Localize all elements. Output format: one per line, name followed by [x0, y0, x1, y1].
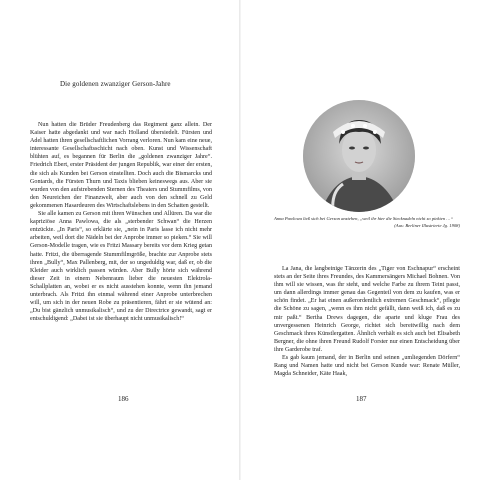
right-page	[240, 0, 480, 480]
page-number-right: 187	[356, 395, 367, 403]
left-text-column	[30, 121, 212, 323]
paragraph: Sie alle kamen zu Gerson mit ihren Wünschen und Allüren. Da war die kapriziöse Anna Pawlowa, die als „sterbender Schwan“ die Herzen entzückte. „In Paris“, so erklärte sie, „nein in Paris lasse ich nicht mehr arbeiten, weil dort die Nädeln bei der Anprobe immer so pieken.“ Sie will Gerson-Modelle tragen, wie es Fritzi Massary bereits vor dem Krieg getan hatte. Fritzi, die überragende Stummfilmgröße, brachte zur Anprobe stets ihren „Bully“, Max Pallenberg, mit, der so ungeduldig war, daß er, ob die Kleider auch wirklich passen würden. Aber Bully hörte sich während dieser Zeit in einem Nebenraum lieber die neuesten Elektrola-Schallplatten an, wobei er es nicht ausstehen konnte, wenn ihn jemand unterbrach. Als Fritzi ihn einmal während einer Anprobe unterbrechen will, um sich in der neuen Robe zu präsentieren, fährt er sie wütend an: „Du bist gänzlich unmusikalisch“, und zu der Directrice gewandt, sagt er entschuldigend: „Dabei ist sie überhaupt nicht unmusikalisch!“	[30, 211, 212, 323]
right-text-column	[274, 265, 460, 378]
running-head: Die goldenen zwanziger Gerson-Jahre	[60, 80, 171, 88]
paragraph: Es gab kaum jemand, der in Berlin und seinen „umliegenden Dörfern“ Rang und Namen hatte und nicht bei Gerson Kunde war: Renate Müller, Magda Schneider, Käte Haak,	[274, 355, 460, 378]
portrait-photo	[303, 100, 415, 212]
caption-credit: (Aus: Berliner Illustrierte Jg. 1908)	[394, 223, 460, 228]
paragraph: La Jana, die langbeinige Tänzerin des „Tiger von Eschnapur“ erscheint stets an der Seite ihres Freundes, des Kammersängers Michael Bohnen. Von ihm will sie wissen, was ihr steht, und welche Farbe zu ihrem Teint passt, um dann allerdings immer genau das Gegenteil von dem zu kaufen, was er schön findet. „Er hat einen außerordentlich extremen Geschmack“, pflegte die Schöne zu sagen, „wenn es ihm nicht gefällt, dann weiß ich, daß es zu mir paßt.“ Bertha Drews dagegen, die aparte und kluge Frau des unvergessenen Heinrich George, richtet sich bereitwillig nach dem Geschmack ihres Künstlergatten. Ähnlich verhält es sich auch bei Elisabeth Bergner, die ohne ihren Freund Rudolf Forster nur einen Entscheidung über ihre Garderobe traf.	[274, 266, 460, 353]
page-number-left: 186	[118, 395, 129, 403]
caption-text: Anna Pawlowa ließ sich bei Gerson anziehen, „weil ihr hier die Stecknadeln nicht so piekten …“	[274, 216, 453, 221]
photo-caption	[274, 216, 460, 229]
paragraph: Nun hatten die Brüder Freudenberg das Regiment ganz allein. Der Kaiser hatte abgedankt und war nach Holland übersiedelt. Fürsten und Adel hatten ihren gesellschaftlichen Vorrang verloren. Nun kam eine neue, interessante Gesellschaftsschicht nach oben. Kunst und Wissenschaft blühten auf, es begannen für Berlin die „goldenen zwanziger Jahre“. Friedrich Ebert, erster Präsident der jungen Republik, war einer der ersten, die sich als Kunden bei Gerson einstellten. Doch auch die Bismarcks und Gontards, die Fürsten Thurn und Taxis blieben keineswegs aus. Aber sie wurden von den aufstrebenden Sternen des Theaters und Stummfilms, von den Neureichen der Finanzwelt, aber auch von den schnell zu Geld gekommenen Hasardeuren des Wirtschaftslebens in den Schatten gestellt.	[30, 122, 213, 209]
